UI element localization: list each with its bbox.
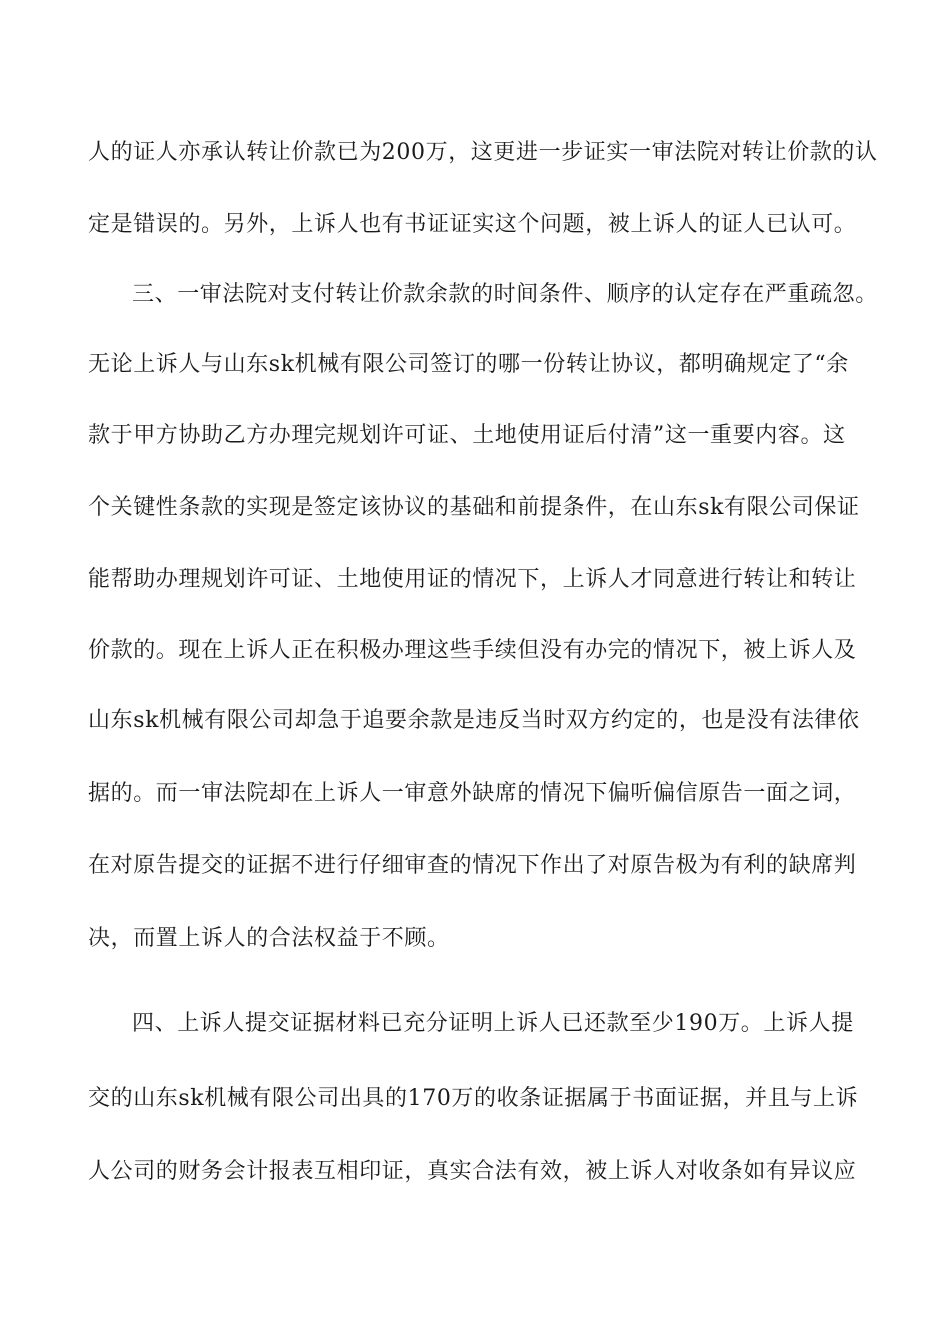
text-line-6: 个关键性条款的实现是签定该协议的基础和前提条件，在山东sk有限公司保证 (88, 495, 860, 520)
text-line-15: 人公司的财务会计报表互相印证，真实合法有效，被上诉人对收条如有异议应 (88, 1159, 857, 1184)
text-line-1: 人的证人亦承认转让价款已为200万，这更进一步证实一审法院对转让价款的认 (88, 140, 878, 165)
section-three-heading-line: 三、一审法院对支付转让价款余款的时间条件、顺序的认定存在严重疏忽。 (132, 282, 878, 307)
text-line-4: 无论上诉人与山东sk机械有限公司签订的哪一份转让协议，都明确规定了“余 (88, 352, 849, 377)
text-line-12: 决，而置上诉人的合法权益于不顾。 (88, 926, 450, 951)
text-line-5: 款于甲方协助乙方办理完规划许可证、土地使用证后付清”这一重要内容。这 (88, 423, 846, 448)
text-line-2: 定是错误的。另外，上诉人也有书证证实这个问题，被上诉人的证人已认可。 (88, 212, 857, 237)
text-line-9: 山东sk机械有限公司却急于追要余款是违反当时双方约定的，也是没有法律依 (88, 708, 860, 733)
text-line-7: 能帮助办理规划许可证、土地使用证的情况下，上诉人才同意进行转让和转让 (88, 567, 857, 592)
text-line-8: 价款的。现在上诉人正在积极办理这些手续但没有办完的情况下，被上诉人及 (88, 638, 857, 663)
section-four-heading-line: 四、上诉人提交证据材料已充分证明上诉人已还款至少190万。上诉人提 (132, 1011, 854, 1036)
text-line-11: 在对原告提交的证据不进行仔细审查的情况下作出了对原告极为有利的缺席判 (88, 853, 857, 878)
text-line-10: 据的。而一审法院却在上诉人一审意外缺席的情况下偏听偏信原告一面之词， (88, 781, 857, 806)
text-line-14: 交的山东sk机械有限公司出具的170万的收条证据属于书面证据，并且与上诉 (88, 1086, 859, 1111)
